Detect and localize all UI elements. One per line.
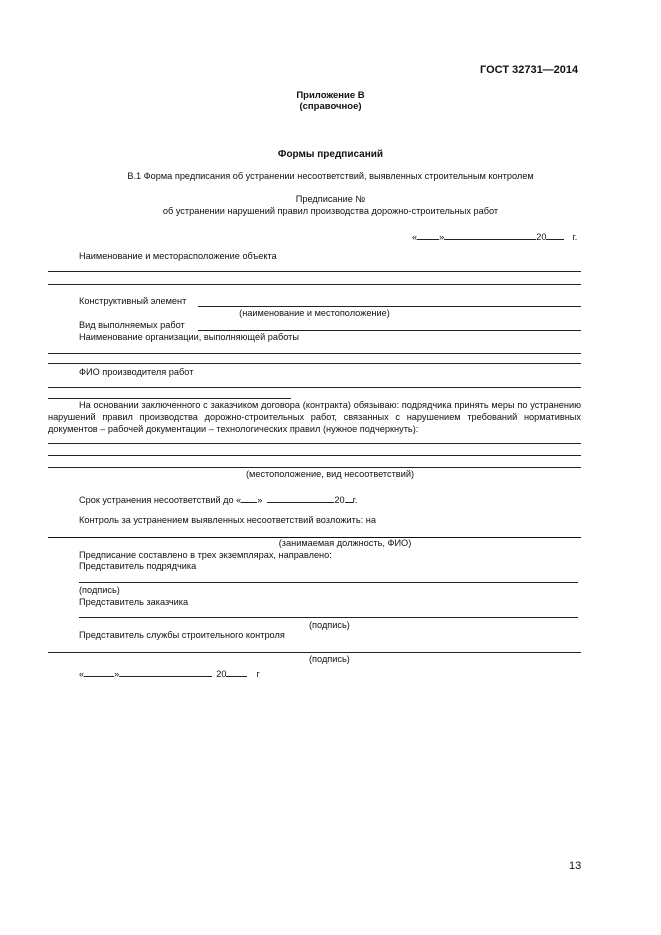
violations-line-3[interactable] xyxy=(48,467,581,468)
deadline-close-quote: » xyxy=(257,495,263,505)
element-label: Конструктивный элемент xyxy=(79,296,187,306)
control-rep-label: Представитель службы строительного контроля xyxy=(79,630,285,640)
control-rep-line[interactable] xyxy=(48,652,581,653)
contractor-rep-line[interactable] xyxy=(79,582,578,583)
standard-number: ГОСТ 32731—2014 xyxy=(480,64,579,76)
date-close-quote: » xyxy=(439,232,445,242)
final-date-day-blank[interactable] xyxy=(84,666,114,677)
element-hint: (наименование и местоположение) xyxy=(239,308,390,318)
final-date[interactable] xyxy=(79,666,260,679)
date-month-blank[interactable] xyxy=(444,229,536,240)
final-date-open-quote: « xyxy=(79,669,85,679)
deadline-field[interactable] xyxy=(79,492,357,505)
customer-rep-label: Представитель заказчика xyxy=(79,597,189,607)
final-date-month-blank[interactable] xyxy=(119,666,212,677)
contractor-rep-label: Представитель подрядчика xyxy=(79,561,197,571)
final-date-year-suffix: г xyxy=(256,669,260,679)
organization-line-1[interactable] xyxy=(48,353,581,354)
element-line[interactable] xyxy=(198,306,581,307)
work-type-label: Вид выполняемых работ xyxy=(79,320,185,330)
control-signature-hint: (подпись) xyxy=(309,654,350,664)
contractor-signature-hint: (подпись) xyxy=(79,585,120,595)
page-number: 13 xyxy=(569,860,582,872)
organization-label: Наименование организации, выполняющей работы xyxy=(79,332,299,342)
deadline-year-prefix: 20 xyxy=(334,495,345,505)
deadline-day-blank[interactable] xyxy=(241,492,257,503)
object-label: Наименование и месторасположение объекта xyxy=(79,251,277,261)
appendix-title: Приложение В xyxy=(296,90,365,101)
document-subtitle: об устранении нарушений правил производства дорожно-строительных работ xyxy=(162,206,499,216)
deadline-label: Срок устранения несоответствий до « xyxy=(79,495,242,505)
document-date[interactable] xyxy=(412,229,577,242)
deadline-year-suffix: г. xyxy=(352,495,358,505)
object-line-2[interactable] xyxy=(48,284,581,285)
organization-line-2[interactable] xyxy=(48,363,581,364)
date-year-suffix: г. xyxy=(572,232,578,242)
copies-text: Предписание составлено в трех экземплярах, направлено: xyxy=(79,550,332,560)
position-hint: (занимаемая должность, ФИО) xyxy=(278,538,412,548)
customer-rep-line[interactable] xyxy=(79,617,578,618)
form-caption: В.1 Форма предписания об устранении несоответствий, выявленных строительным контролем xyxy=(127,171,534,181)
date-year-blank[interactable] xyxy=(546,229,564,240)
appendix-subtitle: (справочное) xyxy=(299,101,362,112)
violations-line-1[interactable] xyxy=(48,443,581,444)
deadline-month-blank[interactable] xyxy=(267,492,334,503)
date-open-quote: « xyxy=(412,232,418,242)
section-title: Формы предписаний xyxy=(277,149,384,160)
final-date-year-prefix: 20 xyxy=(216,669,227,679)
violations-line-2[interactable] xyxy=(48,455,581,456)
foreman-label: ФИО производителя работ xyxy=(79,367,194,377)
date-year-prefix: 20 xyxy=(536,232,547,242)
control-label: Контроль за устранением выявленных несоответствий возложить: на xyxy=(79,515,376,525)
final-date-close-quote: » xyxy=(114,669,120,679)
customer-signature-hint: (подпись) xyxy=(309,620,350,630)
date-day-blank[interactable] xyxy=(417,229,439,240)
deadline-year-blank[interactable] xyxy=(345,492,353,503)
foreman-line[interactable] xyxy=(48,387,581,388)
object-line-1[interactable] xyxy=(48,271,581,272)
location-hint: (местоположение, вид несоответствий) xyxy=(245,469,415,479)
basis-paragraph: На основании заключенного с заказчиком договора (контракта) обязываю: подрядчика принять меры по устранению нарушений правил производства дорожно-строительных работ, связанных с нарушением требований нормативных документов – рабочей документации – технологических правил (нужное подчеркнуть): xyxy=(48,400,581,434)
document-title: Предписание № xyxy=(295,194,366,204)
work-type-line[interactable] xyxy=(198,330,581,331)
final-date-year-blank[interactable] xyxy=(226,666,247,677)
